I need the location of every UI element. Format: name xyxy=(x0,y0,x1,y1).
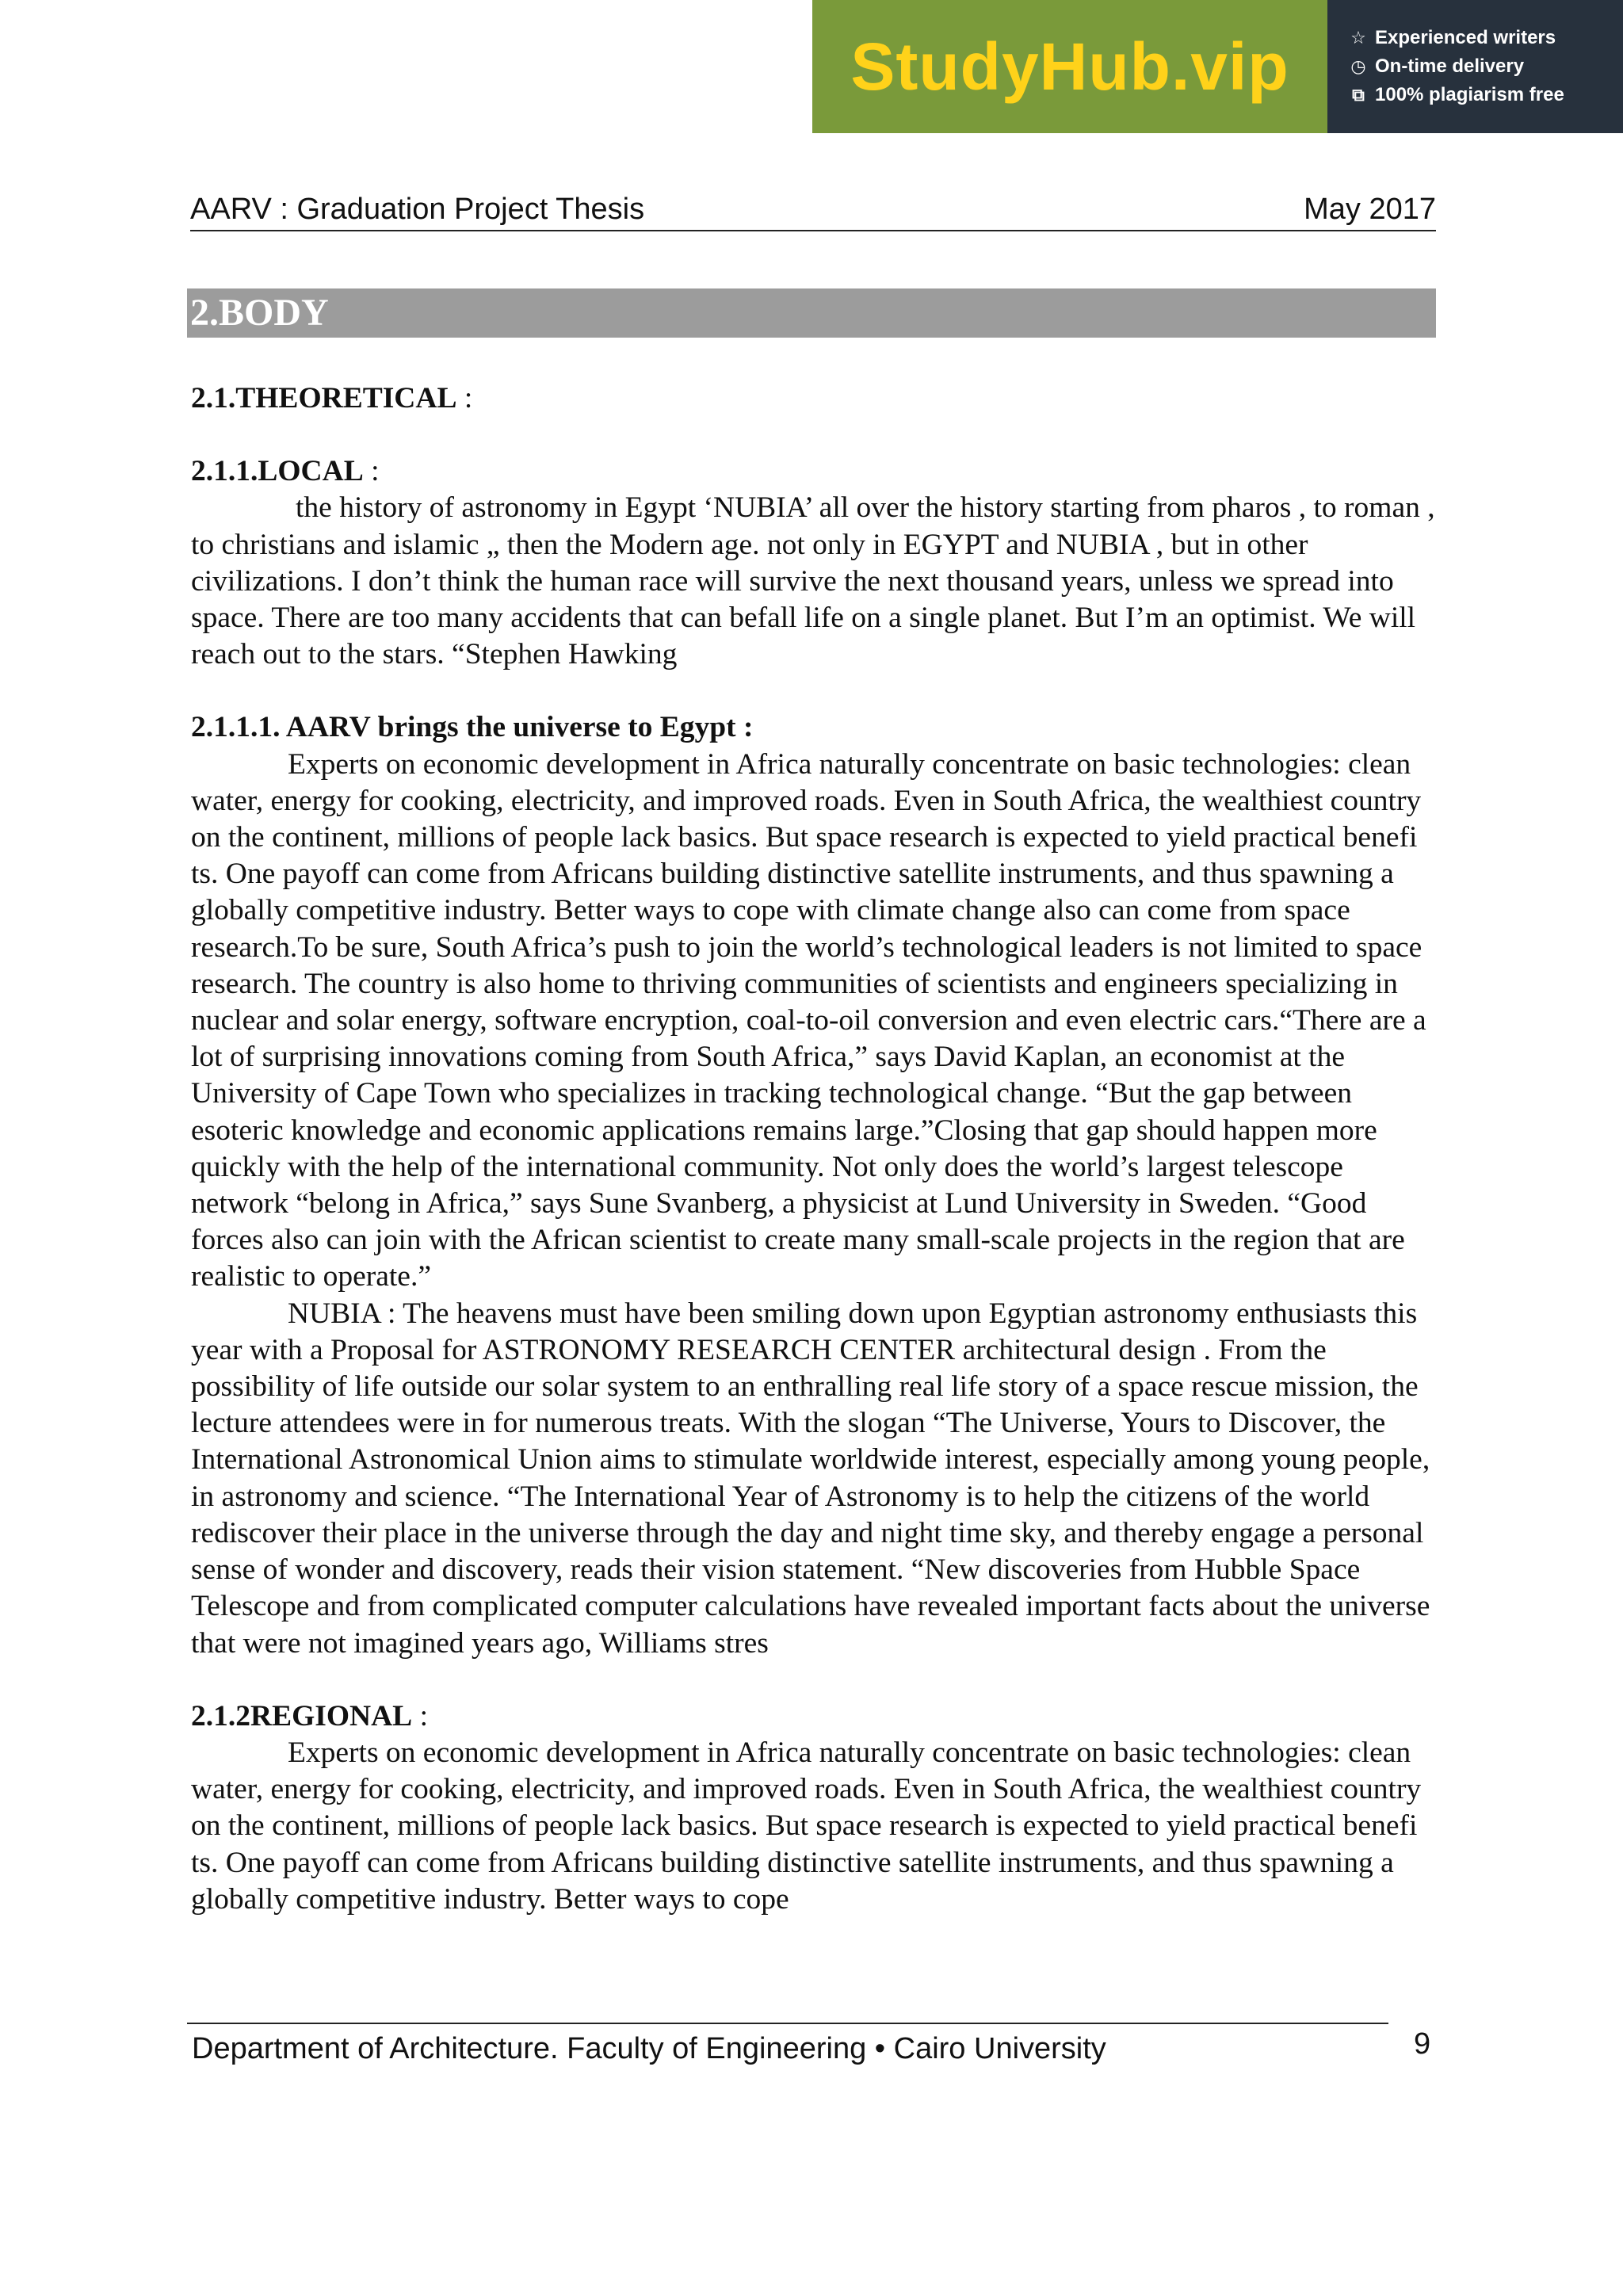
page-body xyxy=(191,380,1439,1918)
paragraph-local: the history of astronomy in Egypt ‘NUBIA’ all over the history starting from pharos , to roman , to christians and islamic „ then the Modern age. not only in EGYPT and NUBIA , but in other civilizations. I don’t think the human race will survive the next thousand years, unless we spread into space. There are too many accidents that can befall life on a single planet. But I’m an optimist. We will reach out to the stars. “Stephen Hawking xyxy=(191,491,1435,671)
feature-label: 100% plagiarism free xyxy=(1375,84,1564,105)
feature-label: Experienced writers xyxy=(1375,27,1556,48)
heading-aarv: 2.1.1.1. AARV brings the universe to Egypt : xyxy=(191,711,754,744)
banner-features xyxy=(1327,0,1623,133)
running-header xyxy=(190,190,1436,231)
copy-icon: ⧉ xyxy=(1352,85,1365,105)
heading-local: 2.1.1.LOCAL : xyxy=(191,455,380,488)
star-icon: ☆ xyxy=(1350,28,1366,48)
clock-icon: ◷ xyxy=(1350,56,1366,76)
paragraph-aarv-2: NUBIA : The heavens must have been smiling down upon Egyptian astronomy enthusiasts this year with a Proposal for ASTRONOMY RESEARCH CENTER architectural design . From the possibility of life outside our solar system to an enthralling real life story of a space rescue mission, the lecture attendees were in for numerous treats. With the slogan “The Universe, Yours to Discover, the International Astronomical Union aims to stimulate worldwide interest, especially among young people, in astronomy and science. “The International Year of Astronomy is to help the citizens of the world rediscover their place in the universe through the day and night time sky, and thereby engage a personal sense of wonder and discovery, reads their vision statement. “New discoveries from Hubble Space Telescope and from complicated computer calculations have revealed important facts about the universe that were not imagined years ago, Williams stres xyxy=(191,1297,1430,1660)
paragraph-regional-1: Experts on economic development in Africa naturally concentrate on basic technologies: clean water, energy for cooking, electricity, and improved roads. Even in South Africa, the wealthiest country on the continent, millions of people lack basics. But space research is expected to yield practical benefi ts. One payoff can come from Africans building distinctive satellite instruments, and thus spawning a globally competitive industry. Better ways to cope xyxy=(191,1736,1422,1916)
heading-theoretical: 2.1.THEORETICAL : xyxy=(191,382,473,415)
studyhub-logo[interactable]: StudyHub.vip xyxy=(812,0,1327,133)
promo-banner[interactable] xyxy=(812,0,1623,133)
header-date: May 2017 xyxy=(1304,193,1436,226)
section-title: 2.BODY xyxy=(187,288,1436,338)
paragraph-aarv-1: Experts on economic development in Africa naturally concentrate on basic technologies: clean water, energy for cooking, electricity, and improved roads. Even in South Africa, the wealthiest country on the continent, millions of people lack basics. But space research is expected to yield practical benefi ts. One payoff can come from Africans building distinctive satellite instruments, and thus spawning a globally competitive industry. Better ways to cope with climate change also can come from space research.To be sure, South Africa’s push to join the world’s technological leaders is not limited to space research. The country is also home to thriving communities of scientists and engineers specializing in nuclear and solar energy, software encryption, coal-to-oil conversion and even electric cars.“There are a lot of surprising innovations coming from South Africa,” says David Kaplan, an economist at the University of Cape Town who specializes in tracking technological change. “But the gap between esoteric knowledge and economic applications remains large.”Closing that gap should happen more quickly with the help of the international community. Not only does the world’s largest telescope network “belong in Africa,” says Sune Svanberg, a physicist at Lund University in Sweden. “Good forces also can join with the African scientist to create many small-scale projects in the region that are realistic to operate.” xyxy=(191,747,1426,1293)
feature-experienced-writers xyxy=(1350,27,1623,49)
page-number: 9 xyxy=(1414,2027,1431,2061)
heading-regional: 2.1.2REGIONAL : xyxy=(191,1699,428,1733)
feature-label: On-time delivery xyxy=(1375,55,1525,77)
feature-plagiarism-free xyxy=(1350,84,1623,106)
page-footer: Department of Architecture. Faculty of Engineering • Cairo University xyxy=(187,2023,1388,2070)
feature-on-time-delivery xyxy=(1350,55,1623,78)
header-title: AARV : Graduation Project Thesis xyxy=(190,193,645,226)
